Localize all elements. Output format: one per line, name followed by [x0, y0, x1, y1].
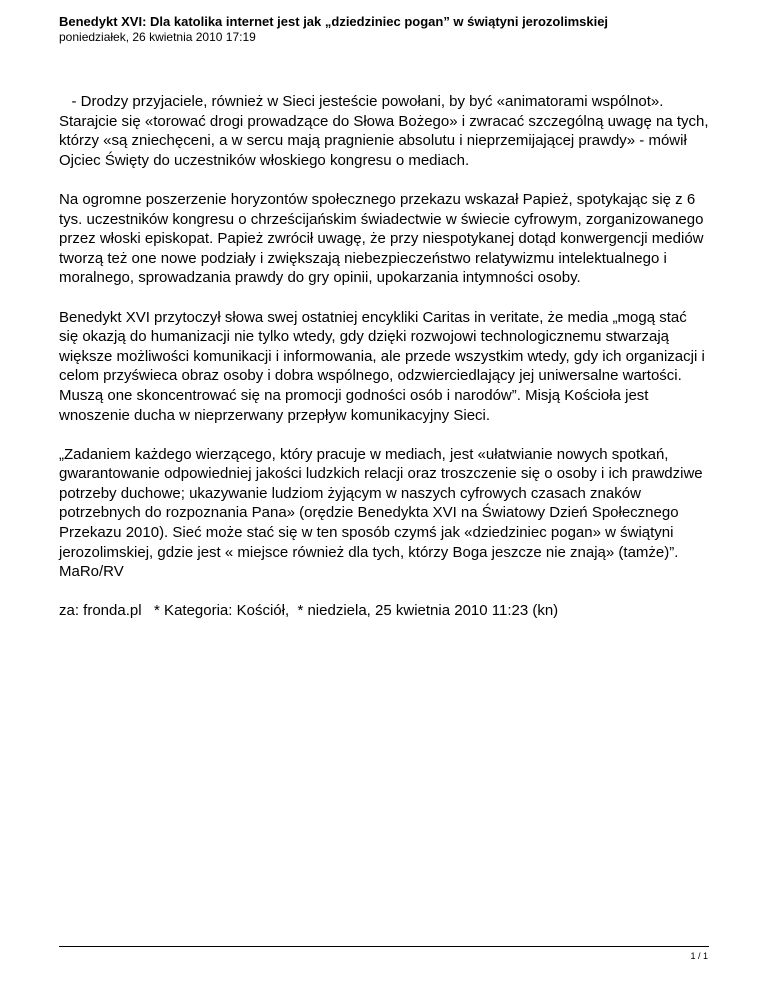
- paragraph-2: Na ogromne poszerzenie horyzontów społecznego przekazu wskazał Papież, spotykając się z 6 tys. uczestników kongresu o chrześcijańskim świadectwie w świecie cyfrowym, zorganizowanego przez włoski episkopat. Papież zwrócił uwagę, że przy niespotykanej dotąd konwergencji mediów tworzą też one nowe podziały i zwiększają niebezpieczeństwo relatywizmu intelektualnego i moralnego, sprowadzania prawdy do gry opinii, upokarzania intymności osoby.: [59, 190, 704, 287]
- signature: MaRo/RV: [59, 563, 124, 581]
- footer-divider: [59, 946, 709, 947]
- paragraph-3: Benedykt XVI przytoczył słowa swej ostatniej encykliki Caritas in veritate, że media „mogą stać się okazją do humanizacji nie tylko wtedy, gdy dzięki rozwojowi technologicznemu stwarzają większe możliwości komunikacji i informowania, ale przede wszystkim wtedy, gdy ich organizacji i celom przyświeca obraz osoby i dobra wspólnego, odzwierciedlający jej uniwersalne wartości. Muszą one skoncentrować się na promocji godności osób i narodów”. Misją Kościoła jest wnoszenie ducha w nieprzerwany przepływ komunikacyjny Sieci.: [59, 308, 705, 424]
- source-line: za: fronda.pl * Kategoria: Kościół, * niedziela, 25 kwietnia 2010 11:23 (kn): [59, 602, 559, 620]
- article-title: Benedykt XVI: Dla katolika internet jest jak „dziedziniec pogan” w świątyni jerozolimskiej: [59, 14, 609, 29]
- article-date: poniedziałek, 26 kwietnia 2010 17:19: [59, 30, 256, 44]
- document-header: [59, 14, 719, 45]
- paragraph-1: - Drodzy przyjaciele, również w Sieci jesteście powołani, by być «animatorami wspólnot». Starajcie się «torować drogi prowadzące do Słowa Bożego» i zwracać szczególną uwagę na tych, którzy «są zniechęceni, a w sercu mają pragnienie absolutu i nieprzemijającej prawdy» - mówił Ojciec Święty do uczestników włoskiego kongresu o mediach.: [59, 93, 713, 169]
- paragraph-4: „Zadaniem każdego wierzącego, który pracuje w mediach, jest «ułatwianie nowych spotkań, gwarantowanie odpowiedniej jakości ludzkich relacji oraz troszczenie się o osoby i ich prawdziwe potrzeby duchowe; ukazywanie ludziom żyjącym w naszych cyfrowych czasach znaków potrzebnych do rozpoznania Pana» (orędzie Benedykta XVI na Światowy Dzień Społecznego Przekazu 2010). Sieć może stać się w ten sposób czymś jak «dziedziniec pogan» w świątyni jerozolimskiej, gdzie jest « miejsce również dla tych, którzy Boga jeszcze nie znają» (tamże)”.: [59, 445, 703, 561]
- page-number: 1 / 1: [690, 951, 708, 961]
- article-body: [59, 92, 713, 641]
